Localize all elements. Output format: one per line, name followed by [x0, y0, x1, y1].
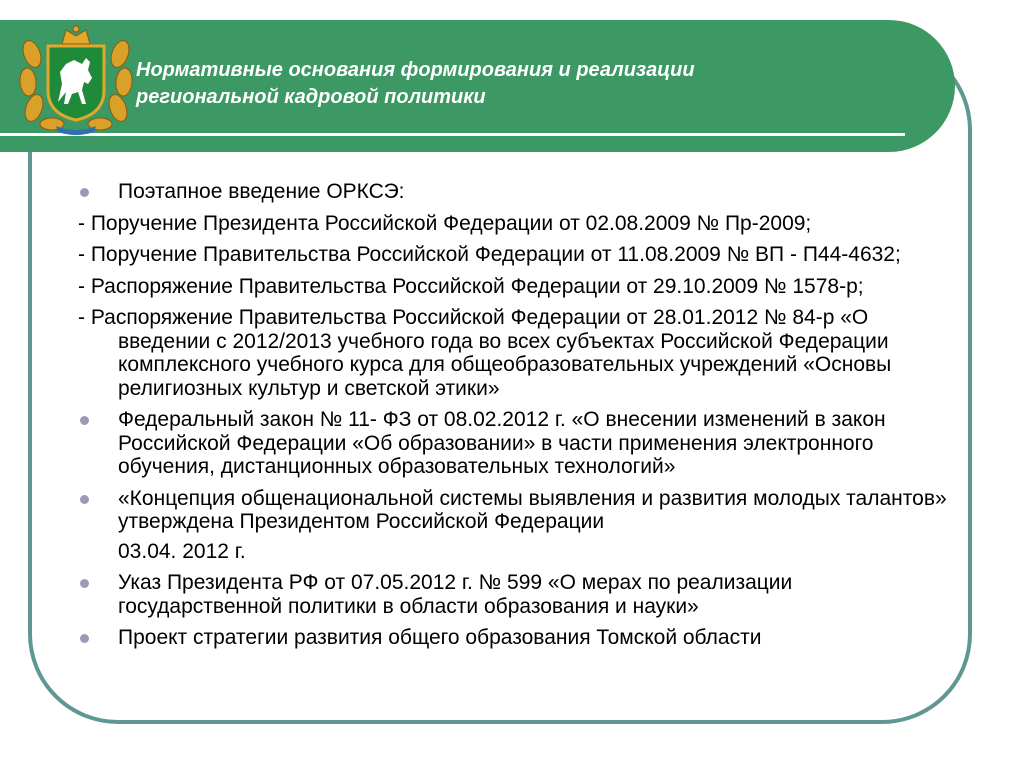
bullet-icon	[80, 579, 89, 588]
list-item	[78, 306, 958, 400]
bullet-icon	[80, 416, 89, 425]
slide-title	[136, 57, 916, 111]
list-item	[78, 212, 958, 236]
list-item-text: Поэтапное введение ОРКСЭ:	[118, 180, 405, 203]
list-item	[78, 487, 958, 534]
list-item-text: «Концепция общенациональной системы выявления и развития молодых талантов» утверждена Президентом Российской Федерации	[118, 486, 947, 533]
bullet-icon	[80, 634, 89, 643]
content-list	[78, 180, 958, 658]
list-item-text: - Распоряжение Правительства Российской Федерации от 29.10.2009 № 1578-р;	[78, 274, 864, 298]
list-item-text: Проект стратегии развития общего образования Томской области	[118, 626, 762, 649]
coat-of-arms-icon	[18, 24, 134, 136]
bullet-icon	[80, 188, 89, 197]
list-item	[78, 275, 958, 299]
list-item-text: - Распоряжение Правительства Российской Федерации от 28.01.2012 № 84-р «О введении с 2012/2013 учебного года во всех субъектах Российской Федерации комплексного учебного курса для общеобразовательных учреждений «Основы религиозных культур и светской этики»	[78, 306, 892, 400]
title-line-2: региональной кадровой политики	[136, 86, 486, 108]
title-line-1: Нормативные основания формирования и реализации	[136, 59, 695, 81]
list-item-text: - Поручение Правительства Российской Федерации от 11.08.2009 № ВП - П44-4632;	[78, 243, 901, 266]
list-item	[78, 540, 958, 564]
header-divider	[0, 133, 905, 136]
list-item	[78, 626, 958, 650]
list-item-text: 03.04. 2012 г.	[118, 539, 246, 563]
list-item-text: - Поручение Президента Российской Федерации от 02.08.2009 № Пр-2009;	[78, 211, 812, 235]
list-item	[78, 180, 958, 204]
bullet-icon	[80, 495, 89, 504]
list-item-text: Федеральный закон № 11- ФЗ от 08.02.2012 г. «О внесении изменений в закон Российской Федерации «Об образовании» в части применения электронного обучения, дистанционных образовательных технологий»	[118, 408, 886, 478]
list-item	[78, 571, 958, 618]
list-item	[78, 243, 958, 267]
list-item-text: Указ Президента РФ от 07.05.2012 г. № 599 «О мерах по реализации государственной политики в области образования и науки»	[118, 571, 793, 618]
list-item	[78, 408, 958, 479]
